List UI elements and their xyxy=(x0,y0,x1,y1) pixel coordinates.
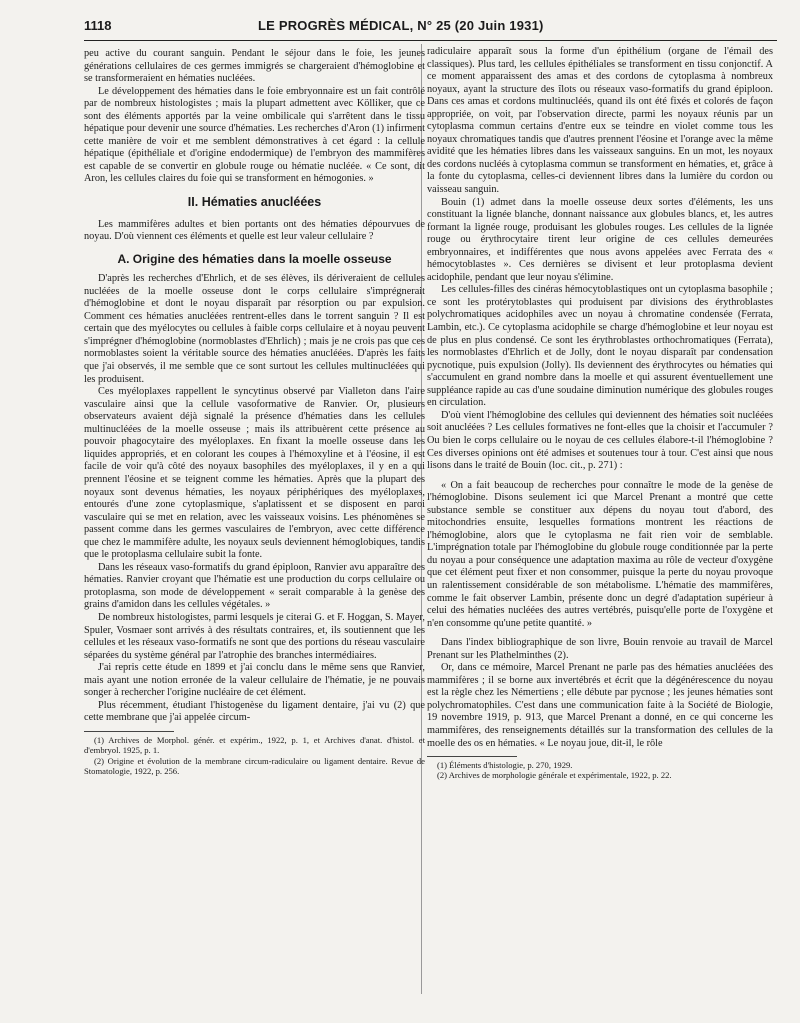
page-number: 1118 xyxy=(84,18,112,33)
right-column xyxy=(427,46,773,781)
paragraph: Le développement des hématies dans le foie embryonnaire est un fait contrôlé par de nombreux histologistes ; mais la plupart admettent avec Kölliker, que ce sont des éléments apportés par la veine ombilicale qui s'arrêtent dans le tissu hépatique pour devenir une source d'hématies. Les recherches d'Aron (1) infirment cette manière de voir et me semblent démonstratives à cet égard : la cellule hépatique (épithéliale et d'origine endodermique) de l'embryon des mammifères est capable de se convertir en globule rouge ou hématie nucléée. « Ce sont, dit Aron, les cellules claires du foie qui se transforment en hémogonies. » xyxy=(84,85,425,185)
paragraph: Plus récemment, étudiant l'histogenèse du ligament dentaire, j'ai vu (2) que cette membrane que j'ai appelée circum- xyxy=(84,699,425,724)
paragraph: Bouin (1) admet dans la moelle osseuse deux sortes d'éléments, les uns constituant la lignée blanche, donnant naissance aux globules blancs, et, les autres formant la lignée rouge, produisant les globules rouges. Les cellules de la lignée rouge ou érythrocytaire tirent leur origine de ces cellules demeurées embryonnaires, et indifférentes que nous avons appelées avec Ferrata des « hémocytoblastes ». Ces dernières se divisent et leur protoplasma devient acidophile, pendant que leur noyau s'élimine. xyxy=(427,196,773,283)
paragraph: Dans l'index bibliographique de son livre, Bouin renvoie au travail de Marcel Prenant sur les Plathelminthes (2). xyxy=(427,637,773,661)
paragraph: peu active du courant sanguin. Pendant le séjour dans le foie, les jeunes générations cellulaires de ces germes immigrés se chargeraient d'hémoglobine et se transformeraient en hématies nucléées. xyxy=(84,48,425,85)
paragraph: radiculaire apparaît sous la forme d'un épithélium (organe de l'émail des classiques). Plus tard, les cellules épithéliales se transforment en tissu conjonctif. A ce moment apparaissent des amas et des cordons de cytoplasma à nombreux noyaux, ayant la structure des îlots ou réseaux vaso-formatifs du grand épiploon. Dans ces amas et cordons multinucléés, quand ils ont été fixés et colorés de façon appropriée, on voit, par l'observation directe, parmi les noyaux réunis par un cytoplasma commun certains d'entre eux se teindre en violet comme tous les noyaux chromatiques tandis que d'autres prennent l'éosine et l'orange avec la même avidité que les hématies libres dans les vaisseaux sanguins. En un mot, les noyaux des cordons nucléés à cytoplasma commun se transforment en hématies, et, grâce à la fonte du cytoplasma, celles-ci deviennent libres dans la lumière du cordon ou vaisseau sanguin. xyxy=(427,46,773,196)
paragraph: Or, dans ce mémoire, Marcel Prenant ne parle pas des hématies anucléées des mammifères ; il se borne aux invertébrés et écrit que la dégénérescence du noyau est la règle chez les Némertiens ; elle débute par pycnose ; les jeunes hématies sont polychromatophiles. C'est dans une communication faite à la Société de Biologie, 19 novembre 1919, p. 913, que Marcel Prenant a donné, en ce qui concerne les mammifères, des renseignements détaillés sur la transformation des cellules de la moelle des os en hématies. « Le noyau joue, dit-il, le rôle xyxy=(427,662,773,749)
footnote: (1) Archives de Morphol. génér. et expérim., 1922, p. 1, et Archives d'anat. d'histol. et d'embryol. 1925, p. 1. xyxy=(84,734,425,756)
subsection-heading: A. Origine des hématies dans la moelle osseuse xyxy=(117,251,392,266)
page-header xyxy=(84,14,777,41)
paragraph: Les cellules-filles des cinéras hémocytoblastiques ont un cytoplasma basophile ; ce sont les protérytoblastes qui produisent par divisions des érythroblastes polychromatiques acidophiles avec un noyau à chromatine condensée (Ferrata, Lambin, etc.). Ce cytoplasma acidophile se charge d'hémoglobine et leur noyau est de plus en plus condensé. Ce sont les érythroblastes orthochromatiques (Ferrata), les normoblastes d'Ehrlich et de Jolly, dont le noyau disparaît par condensation pycnotique, puis expulsion (Jolly). Ils deviennent des érythrocytes ou hématies qui s'accumulent en grand nombre dans la moelle et qui assurent éventuellement une suppléance rapide au cas d'une soudaine diminution numérique des globules rouges en circulation. xyxy=(427,284,773,409)
footnote: (2) Archives de morphologie générale et expérimentale, 1922, p. 22. xyxy=(437,770,672,781)
spacer xyxy=(427,630,773,637)
footnote-rule xyxy=(427,756,517,757)
footnote: (1) Éléments d'histologie, p. 270, 1929. xyxy=(437,760,573,771)
left-column xyxy=(84,48,425,777)
paragraph: D'après les recherches d'Ehrlich, et de ses élèves, ils dériveraient de cellules nucléées de la moelle osseuse dont le corps cellulaire s'imprégnerait d'hémoglobine et dont le noyau disparaît par résorption ou par expulsion. Comment ces hématies anucléées rentrent-elles dans le torrent sanguin ? Il est certain que des myélocytes ou cellules à faible corps cellulaire et à noyau peuvent s'imprégner d'hémoglobine (normoblastes d'Ehrlich) ; mais je ne crois pas que ces normoblastes soient la véritable source des hématies anucléées. D'après les faits que j'ai observés, il me semble que ce sont surtout les cellules multinucléées qui les produisent. xyxy=(84,273,425,385)
paragraph: J'ai repris cette étude en 1899 et j'ai conclu dans le même sens que Ranvier, mais ayant une notion erronée de la valeur cellulaire de l'hématie, je ne pouvais songer à rechercher l'origine nucléaire de cet élément. xyxy=(84,662,425,699)
footnote: (2) Origine et évolution de la membrane circum-radiculaire ou ligament dentaire. Revue de Stomatologie, 1922, p. 256. xyxy=(84,755,425,777)
paragraph: Les mammifères adultes et bien portants ont des hématies dépourvues de noyau. D'où viennent ces éléments et quelle est leur valeur cellulaire ? xyxy=(84,218,425,243)
footnote-rule xyxy=(84,731,174,732)
paragraph: Ces myéloplaxes rappellent le syncytinus observé par Vialleton dans l'aire vasculaire ainsi que la cellule vasoformative de Ranvier. Or, plusieurs observateurs avaient déjà signalé la présence d'hématies dans les cellules multinucléées de la moelle osseuse ; mais ils attribuèrent cette présence au pouvoir phagocytaire des myéloplaxes. En fixant la moelle osseuse dans les liquides appropriés, et en colorant les coupes à l'hémoxyline et à l'éosine, il est facile de voir qu'à côté des noyaux basophiles des myéloplaxes, il y en a qui prennent l'éosine et se teignent comme les hématies. Après que la plupart des noyaux sont devenus hématies, les noyaux périphériques des myéloplaxes, entourés d'une zone cytoplasmique, s'aplatissent et se disposent en paroi vasculaire qui se met en relation, avec les vaisseaux voisins. Les phénomènes se passent comme dans les germes vasculaires de l'embryon, avec cette différence que chez le mammifère adulte, les noyaux seuls deviennent hémoglobiques, tandis que le protoplasma cellulaire subit la fonte. xyxy=(84,386,425,561)
paragraph: D'où vient l'hémoglobine des cellules qui deviennent des hématies soit nucléées soit anucléées ? Les cellules formatives ne font-elles que la choisir et l'accumuler ? Ou bien le corps cellulaire ou le noyau de ces cellules élabore-t-il l'hémoglobine ? Ces diverses opinions ont été admises et soutenues tour à tour. C'est ainsi que nous lisons dans le traité de Bouin (loc. cit., p. 271) : xyxy=(427,409,773,472)
spacer xyxy=(427,473,773,480)
section-heading: II. Hématies anucléées xyxy=(187,195,322,210)
paragraph: De nombreux histologistes, parmi lesquels je citerai G. et F. Hoggan, S. Mayer, Spuler, Vosmaer sont arrivés à des résultats contraires, et, ils soutiennent que les cellules et les réseaux vaso-formatifs ne sont que des portions du réseau vasculaire séparées du système général par l'atrophie des branches intermédiaires. xyxy=(84,611,425,661)
journal-title: LE PROGRÈS MÉDICAL, N° 25 (20 Juin 1931) xyxy=(258,18,544,33)
block-quote: « On a fait beaucoup de recherches pour connaître le mode de la genèse de l'hémoglobine. Disons seulement ici que Marcel Prenant a montré que cette substance semble se constituer aux dépens du noyau tout d'abord, des mitochondries ensuite, lesquelles formations montrent les réactions de l'hémoglobine, alors que le cytoplasma ne fait rien voir de semblable. L'imprégnation totale par l'hémoglobine du globule rouge conditionnée par la perte du noyau a pour conséquence une adaptation maxima au rôle de vecteur d'oxygène que cet élément peut fixer et non consommer, puisque la perte du noyau provoque un ralentissement considérable de son métabolisme. L'hématie des mammifères, comme le fait observer Lambin, présente donc un degré d'adaptation supérieur à celui des hématies nucléées des autres vertébrés, puisqu'elle porte de l'oxygène et n'en consomme qu'une petite quantité. » xyxy=(427,479,773,629)
paragraph: Dans les réseaux vaso-formatifs du grand épiploon, Ranvier avu apparaître des hématies. Ranvier croyant que l'hématie est une production du corps cellulaire ou protoplasma, son mode de développement « serait comparable à la genèse des grains d'amidon dans les cellules végétales. » xyxy=(84,561,425,611)
